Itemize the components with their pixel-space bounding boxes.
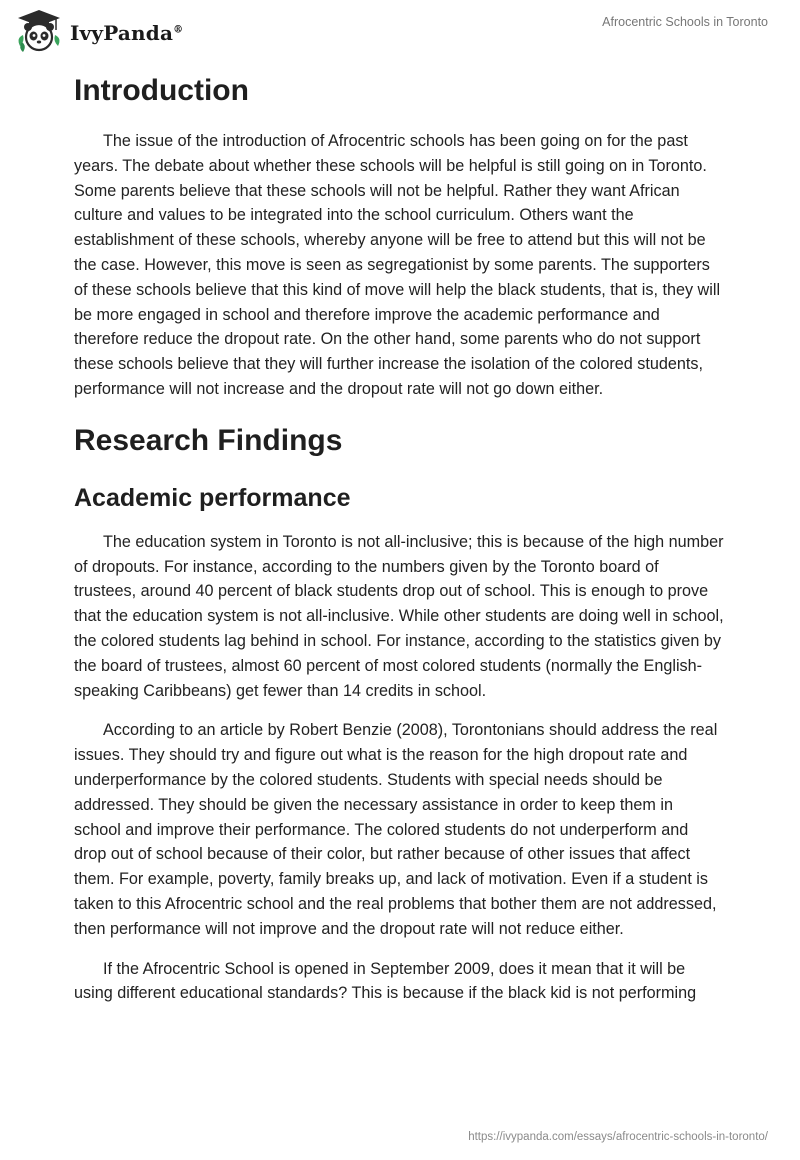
introduction-heading: Introduction xyxy=(74,74,249,107)
logo-wordmark xyxy=(70,21,183,45)
registered-mark: ® xyxy=(173,24,184,36)
ivypanda-logo[interactable] xyxy=(14,8,183,54)
academic-performance-heading: Academic performance xyxy=(74,483,351,512)
panda-graduate-icon xyxy=(14,8,64,54)
source-url-link[interactable]: https://ivypanda.com/essays/afrocentric-schools-in-toronto/ xyxy=(468,1131,768,1143)
body-paragraph: According to an article by Robert Benzie (2008), Torontonians should address the real issues. They should try and figure out what is the reason for the high dropout rate and underperformance by the colored students. Students with special needs should be addressed. They should be given the necessary assistance in order to keep them in school and improve their performance. The colored students do not underperform and drop out of school because of their color, but rather because of other issues that affect them. For example, poverty, family breaks up, and lack of motivation. Even if a student is taken to this Afrocentric school and the real problems that bother them are not addressed, then performance will not improve and the dropout rate will not reduce either. xyxy=(74,721,718,938)
research-findings-heading: Research Findings xyxy=(74,423,343,457)
essay-body xyxy=(74,70,724,1006)
body-paragraph: If the Afrocentric School is opened in September 2009, does it mean that it will be using different educational standards? This is because if the black kid is not performing xyxy=(74,959,697,1003)
brand-name: IvyPanda xyxy=(70,21,174,45)
page-header xyxy=(0,0,800,60)
body-paragraph: The education system in Toronto is not all-inclusive; this is because of the high number of dropouts. For instance, according to the numbers given by the Toronto board of trustees, around 40 percent of black students drop out of school. This is enough to prove that the education system is not all-inclusive. While other students are doing well in school, the colored students lag behind in school. For instance, according to the statistics given by the board of trustees, almost 60 percent of most colored students (normally the English-speaking Caribbeans) get fewer than 14 credits in school. xyxy=(74,532,724,700)
document-title: Afrocentric Schools in Toronto xyxy=(602,15,768,29)
introduction-paragraph: The issue of the introduction of Afrocentric schools has been going on for the past years. The debate about whether these schools will be helpful is still going on in Toronto. Some parents believe that these schools will not be helpful. Rather they want African culture and values to be integrated into the school curriculum. Others want the establishment of these schools, whereby anyone will be free to attend but this will not be the case. However, this move is seen as segregationist by some parents. The supporters of these schools believe that this kind of move will help the black students, that is, they will be more engaged in school and therefore improve the academic performance and therefore reduce the dropout rate. On the other hand, some parents who do not support these schools believe that they will further increase the isolation of the colored students, performance will not increase and the dropout rate will not go down either. xyxy=(74,132,721,398)
